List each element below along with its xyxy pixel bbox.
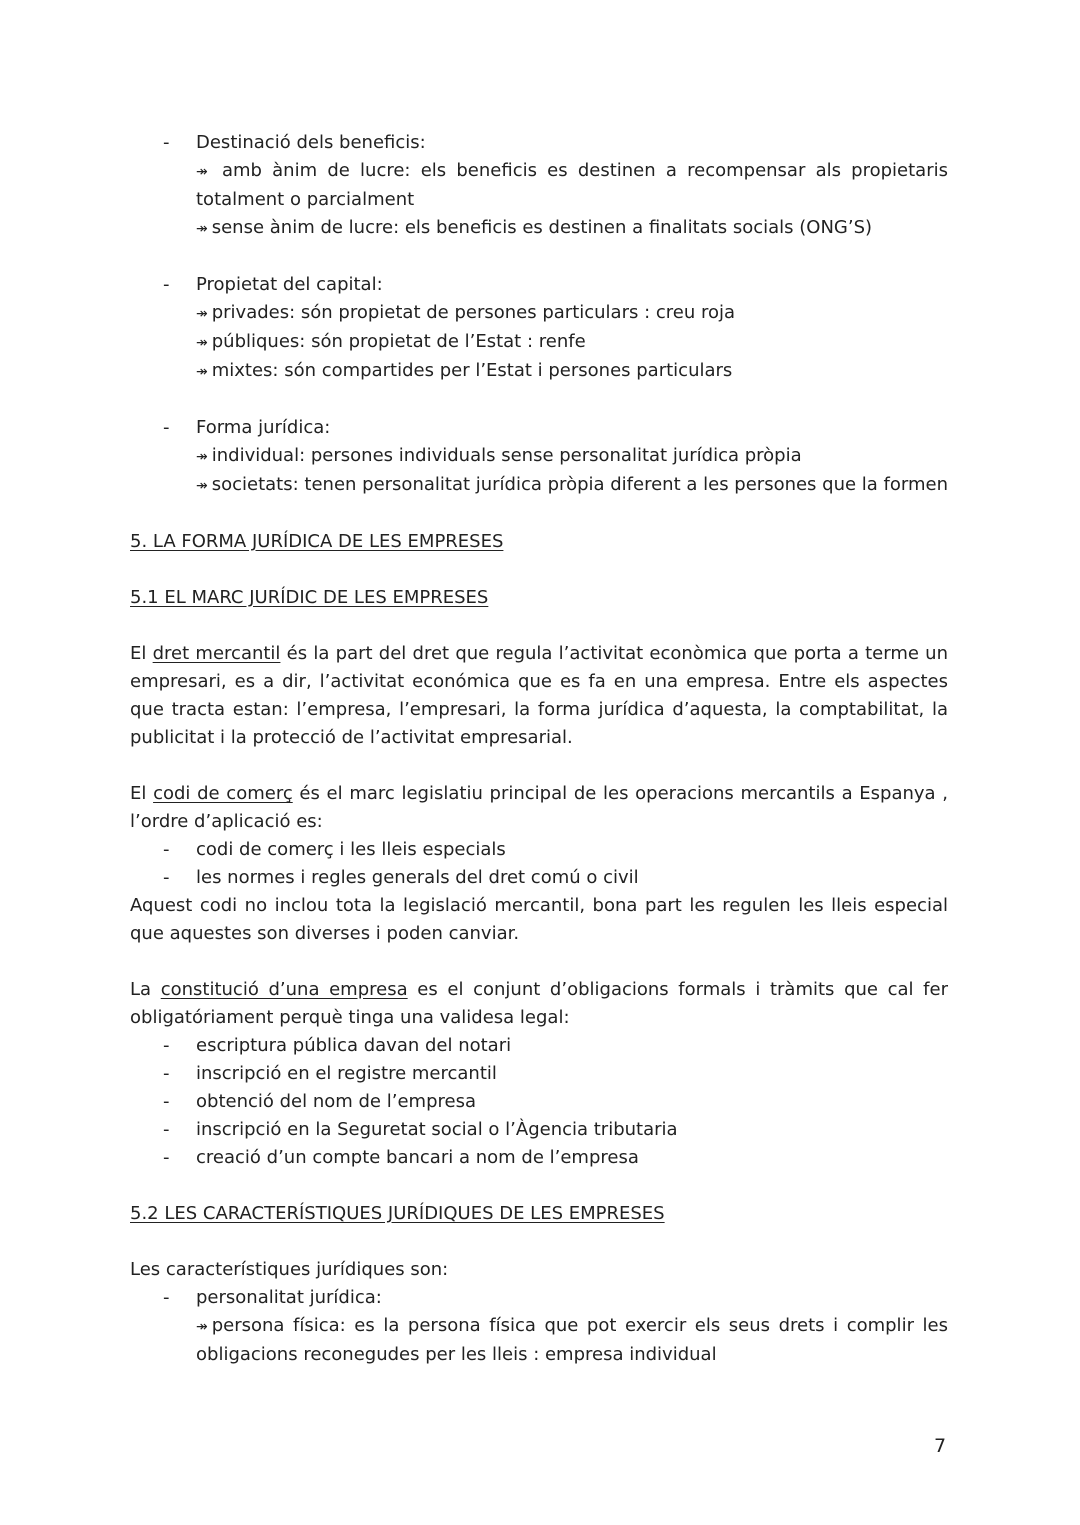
section-heading-5-2: 5.2 LES CARACTERÍSTIQUES JURÍDIQUES DE LES EMPRESES	[130, 1203, 665, 1224]
arrow-icon: ↠	[196, 364, 208, 380]
bullet: -	[163, 1063, 170, 1084]
list-item	[130, 1032, 948, 1060]
bullet: -	[163, 867, 170, 888]
paragraph-text: Aquest codi no inclou tota la legislació mercantil, bona part les regulen les lleis especial que aquestes son diverses i poden canviar.	[130, 895, 948, 944]
sub-text: mixtes: són compartides per l’Estat i persones particulars	[211, 360, 733, 381]
sub-item	[196, 328, 948, 357]
item-text: creació d’un compte bancari a nom de l’empresa	[196, 1147, 639, 1168]
paragraph-dret-mercantil	[130, 640, 948, 752]
text: El	[130, 643, 153, 664]
bullet: -	[163, 417, 170, 438]
sub-item	[196, 1312, 948, 1369]
sub-text: sense ànim de lucre: els beneficis es destinen a finalitats socials (ONG’S)	[211, 217, 873, 238]
sub-item	[196, 214, 948, 243]
text: La	[130, 979, 161, 1000]
arrow-icon: ↠	[196, 1319, 208, 1335]
sub-item	[196, 471, 948, 500]
arrow-icon: ↠	[196, 335, 208, 351]
arrow-icon: ↠	[196, 478, 208, 494]
list-item	[130, 414, 948, 500]
bullet: -	[163, 1287, 170, 1308]
text: és la part del dret que regula l’activitat econòmica que porta a terme un empresari, es a dir, l’activitat económica que es fa en una empresa. Entre els aspectes que tracta estan: l’empresa, l’empresari, la forma jurídica d’aquesta, la comptabilitat, la publicitat i la protecció de l’activitat empresarial.	[130, 643, 948, 748]
item-title: personalitat jurídica:	[196, 1287, 382, 1308]
section-heading-5-1: 5.1 EL MARC JURÍDIC DE LES EMPRESES	[130, 587, 489, 608]
arrow-icon: ↠	[196, 306, 208, 322]
list-item	[130, 836, 948, 864]
bullet: -	[163, 839, 170, 860]
term-constitucio: constitució d’una empresa	[160, 979, 408, 1000]
text: és el marc legislatiu principal de les operacions mercantils a Espanya , l’ordre d’aplicació es:	[130, 783, 948, 832]
sub-text: públiques: són propietat de l’Estat : renfe	[211, 331, 586, 352]
list-item	[130, 1284, 948, 1369]
list-item	[130, 1116, 948, 1144]
term-codi-comerc: codi de comerç	[153, 783, 293, 804]
item-text: obtenció del nom de l’empresa	[196, 1091, 476, 1112]
paragraph-intro: Les característiques jurídiques son:	[130, 1259, 449, 1280]
bullet: -	[163, 1091, 170, 1112]
section-heading-5: 5. LA FORMA JURÍDICA DE LES EMPRESES	[130, 531, 504, 552]
arrow-icon: ↠	[196, 164, 208, 180]
arrow-icon: ↠	[196, 221, 208, 237]
sub-text: individual: persones individuals sense personalitat jurídica pròpia	[211, 445, 802, 466]
text: El	[130, 783, 154, 804]
bullet: -	[163, 1147, 170, 1168]
item-title: Propietat del capital:	[196, 274, 383, 295]
bullet: -	[163, 1035, 170, 1056]
item-title: Destinació dels beneficis:	[196, 132, 426, 153]
item-title: Forma jurídica:	[196, 417, 331, 438]
sub-item	[196, 357, 948, 386]
item-text: inscripció en la Seguretat social o l’Àgencia tributaria	[196, 1119, 678, 1140]
item-text: les normes i regles generals del dret comú o civil	[196, 867, 639, 888]
sub-item	[196, 299, 948, 328]
list-item	[130, 864, 948, 892]
bullet: -	[163, 1119, 170, 1140]
list-item	[130, 129, 948, 243]
list-item	[130, 1144, 948, 1172]
item-text: inscripció en el registre mercantil	[196, 1063, 497, 1084]
sub-text: amb ànim de lucre: els beneficis es destinen a recompensar als propietaris totalment o parcialment	[196, 160, 948, 210]
list-item	[130, 1060, 948, 1088]
list-item	[130, 1088, 948, 1116]
sub-text: privades: són propietat de persones particulars : creu roja	[211, 302, 736, 323]
list-item	[130, 271, 948, 386]
text: es el conjunt d’obligacions formals i tràmits que cal fer obligatóriament perquè tinga una validesa legal:	[130, 979, 948, 1028]
sub-text: persona física: es la persona física que pot exercir els seus drets i complir les obligacions reconegudes per les lleis : empresa individual	[196, 1315, 948, 1365]
item-text: codi de comerç i les lleis especials	[196, 839, 506, 860]
sub-text: societats: tenen personalitat jurídica pròpia diferent a les persones que la formen	[211, 474, 948, 495]
item-text: escriptura pública davan del notari	[196, 1035, 512, 1056]
page-number: 7	[934, 1435, 947, 1457]
sub-item	[196, 442, 948, 471]
paragraph-constitucio	[130, 976, 948, 1032]
document-page	[130, 129, 948, 1369]
arrow-icon: ↠	[196, 449, 208, 465]
paragraph-codi-comerc	[130, 780, 948, 836]
bullet: -	[163, 274, 170, 295]
term-dret-mercantil: dret mercantil	[152, 643, 281, 664]
sub-item	[196, 157, 948, 214]
bullet: -	[163, 132, 170, 153]
